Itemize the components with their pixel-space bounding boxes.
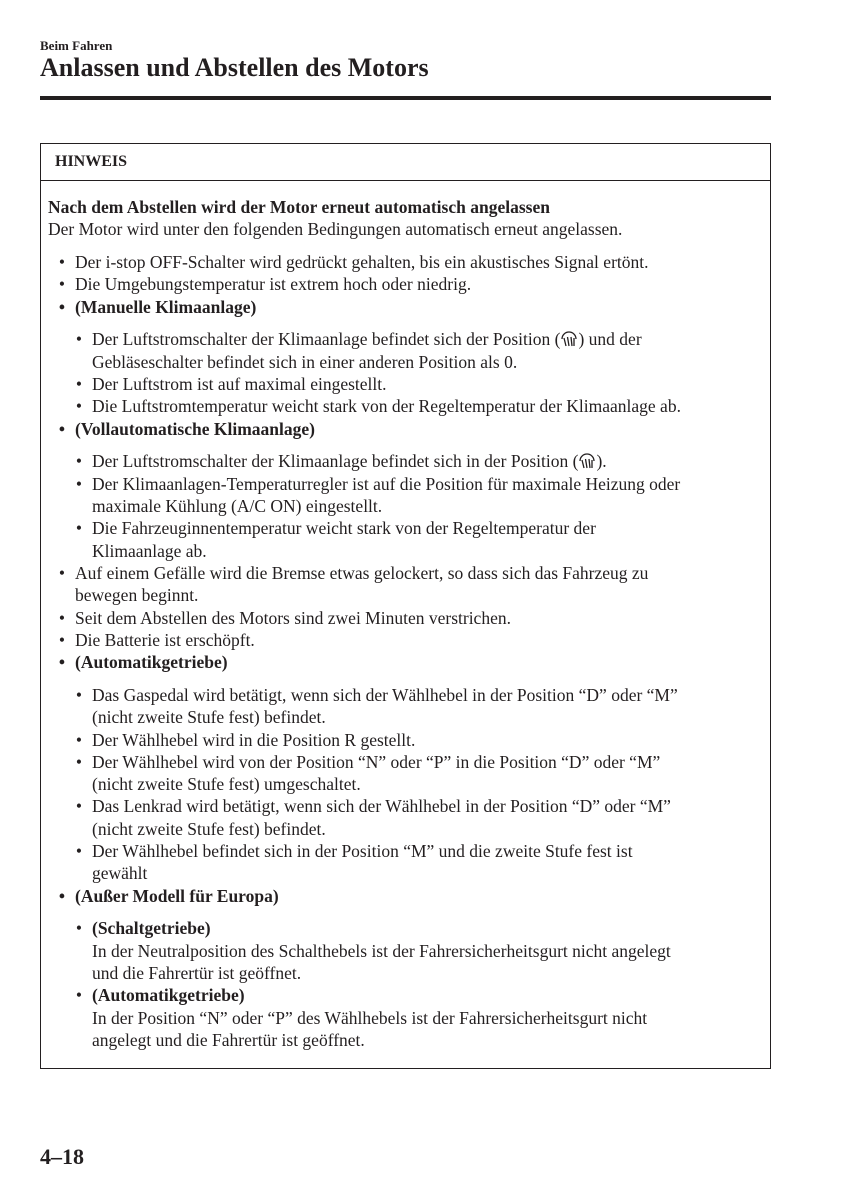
note-label: HINWEIS [41,144,770,181]
page-number: 4–18 [40,1144,84,1169]
page-title: Anlassen und Abstellen des Motors [40,53,429,82]
list-item: • Der Luftstromschalter der Klimaanlage befindet sich in der Position ( ). [75,451,607,472]
list-item: • (Außer Modell für Europa) [58,885,279,906]
section-label: Beim Fahren [40,38,113,53]
defroster-icon [560,331,578,348]
list-item: • Der Wählhebel befindet sich in der Position “M” und die zweite Stufe fest ist gewählt [75,841,633,884]
note-heading: Nach dem Abstellen wird der Motor erneut automatisch angelassen [48,197,550,217]
list-item: • Die Fahrzeuginnentemperatur weicht stark von der Regeltemperatur der Klimaanlage ab. [75,518,596,561]
list-item: • Die Luftstromtemperatur weicht stark von der Regeltemperatur der Klimaanlage ab. [75,396,681,417]
list-item: • (Automatikgetriebe) [58,652,228,673]
list-item: • Der Klimaanlagen-Temperaturregler ist auf die Position für maximale Heizung oder maximale Kühlung (A/C ON) eingestellt. [75,473,681,517]
note-intro: Der Motor wird unter den folgenden Bedingungen automatisch erneut angelassen. [48,219,623,240]
list-item: • Auf einem Gefälle wird die Bremse etwas gelockert, so dass sich das Fahrzeug zu bewegen beginnt. [58,562,649,606]
defroster-icon [578,453,596,470]
list-item: • Der Luftstrom ist auf maximal eingestellt. [75,374,387,395]
note-body [41,181,770,1051]
list-item: • (Vollautomatische Klimaanlage) [58,418,315,439]
list-item: • (Schaltgetriebe) In der Neutralposition des Schalthebels ist der Fahrersicherheitsgurt nicht angelegt und die Fahrertür ist geöffnet. [75,918,671,983]
list-item: • (Manuelle Klimaanlage) [58,296,257,317]
list-item: • Der Luftstromschalter der Klimaanlage befindet sich der Position ( ) und der Gebläseschalter befindet sich in einer anderen Position als 0. [75,329,642,372]
list-item: • Der i-stop OFF-Schalter wird gedrückt gehalten, bis ein akustisches Signal ertönt. [58,252,649,273]
list-item: • Das Gaspedal wird betätigt, wenn sich der Wählhebel in der Position “D” oder “M” (nicht zweite Stufe fest) befindet. [75,684,678,728]
list-item: • Seit dem Abstellen des Motors sind zwei Minuten verstrichen. [58,607,511,628]
note-box [40,143,771,1069]
list-item: • (Automatikgetriebe) In der Position “N” oder “P” des Wählhebels ist der Fahrersicherheitsgurt nicht angelegt und die Fahrertür ist geöffnet. [75,985,648,1050]
list-item: • Der Wählhebel wird von der Position “N” oder “P” in die Position “D” oder “M” (nicht zweite Stufe fest) umgeschaltet. [75,751,661,795]
list-item: • Der Wählhebel wird in die Position R gestellt. [75,729,416,750]
list-item: • Die Batterie ist erschöpft. [58,629,255,650]
title-rule [40,96,771,100]
list-item: • Die Umgebungstemperatur ist extrem hoch oder niedrig. [58,274,472,295]
list-item: • Das Lenkrad wird betätigt, wenn sich der Wählhebel in der Position “D” oder “M” (nicht zweite Stufe fest) befindet. [75,796,671,839]
